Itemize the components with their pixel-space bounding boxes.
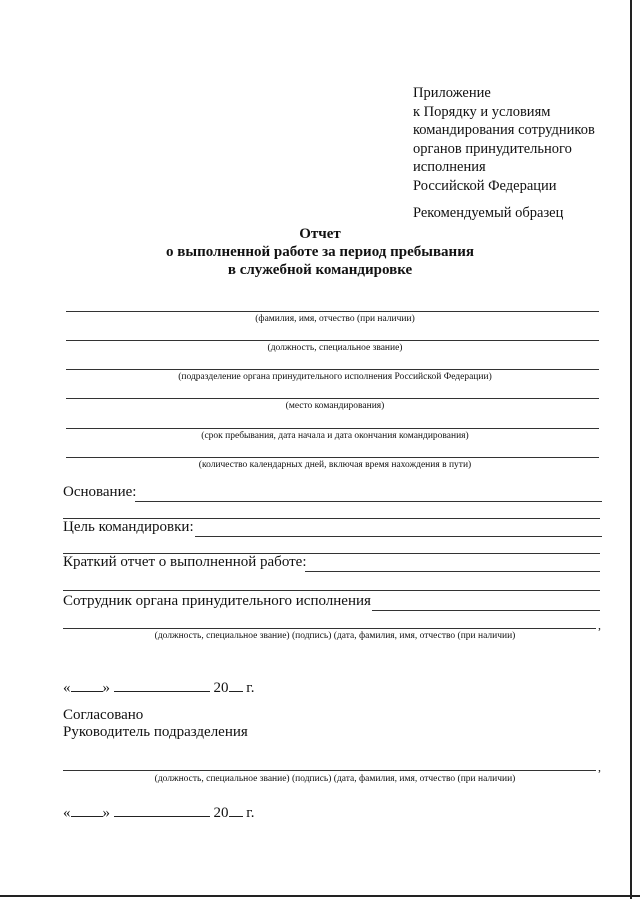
year-suffix: г. (246, 805, 255, 821)
head-sign-caption: (должность, специальное звание) (подпись) (дата, фамилия, имя, отчество (при наличии) (154, 774, 516, 784)
day-blank[interactable] (71, 677, 103, 692)
position-caption: (должность, специальное звание) (267, 343, 403, 353)
term-caption: (срок пребывания, дата начала и дата окончания командирования) (201, 431, 469, 441)
scan-edge-bottom (0, 895, 640, 897)
head-sign-line[interactable] (63, 770, 596, 771)
sample-label: Рекомендуемый образец (413, 205, 564, 221)
date-field-2 (63, 802, 254, 822)
fio-line[interactable] (66, 311, 599, 312)
close-quote: » (102, 805, 110, 821)
appendix-line: командирования сотрудников (413, 122, 595, 138)
appendix-line: Приложение (413, 85, 491, 101)
division-caption: (подразделение органа принудительного исполнения Российской Федерации) (178, 372, 492, 382)
year-blank[interactable] (229, 802, 243, 817)
appendix-line: Российской Федерации (413, 177, 557, 194)
month-blank[interactable] (114, 802, 210, 817)
place-caption: (место командирования) (285, 401, 385, 411)
year-prefix: 20 (213, 680, 229, 696)
comma-mark: , (598, 618, 601, 632)
close-quote: » (102, 680, 110, 696)
title-line-1: Отчет (299, 226, 341, 242)
title-line-3: в служебной командировке (227, 262, 413, 278)
year-suffix: г. (246, 680, 255, 696)
goal-label: Цель командировки: (63, 519, 194, 535)
days-caption: (количество календарных дней, включая время нахождения в пути) (198, 460, 472, 470)
appendix-block (413, 84, 595, 195)
days-line[interactable] (66, 457, 599, 458)
date-field-1 (63, 677, 254, 697)
fio-caption: (фамилия, имя, отчество (при наличии) (255, 314, 415, 324)
place-line[interactable] (66, 398, 599, 399)
open-quote: « (63, 680, 71, 696)
open-quote: « (63, 805, 71, 821)
scan-edge-right (630, 0, 632, 899)
report-line[interactable] (305, 571, 600, 572)
agreed-label: Согласовано (63, 707, 144, 723)
year-prefix: 20 (213, 805, 229, 821)
day-blank[interactable] (71, 802, 103, 817)
employee-line[interactable] (372, 610, 600, 611)
employee-sign-caption: (должность, специальное звание) (подпись) (дата, фамилия, имя, отчество (при наличии) (154, 631, 516, 641)
head-label: Руководитель подразделения (63, 724, 248, 740)
basis-line[interactable] (135, 501, 602, 502)
month-blank[interactable] (114, 677, 210, 692)
comma-mark: , (598, 760, 601, 774)
term-line[interactable] (66, 428, 599, 429)
basis-label: Основание: (63, 484, 137, 500)
title-line-2: о выполненной работе за период пребывания (166, 244, 474, 260)
appendix-line: исполнения (413, 159, 486, 175)
report-line-2[interactable] (63, 590, 600, 591)
appendix-line: органов принудительного (413, 140, 572, 157)
report-label: Краткий отчет о выполненной работе: (63, 554, 307, 570)
employee-label: Сотрудник органа принудительного исполнения (63, 593, 371, 609)
division-line[interactable] (66, 369, 599, 370)
year-blank[interactable] (229, 677, 243, 692)
appendix-line: к Порядку и условиям (413, 103, 551, 120)
employee-sign-line[interactable] (63, 628, 596, 629)
position-line[interactable] (66, 340, 599, 341)
goal-line[interactable] (195, 536, 602, 537)
